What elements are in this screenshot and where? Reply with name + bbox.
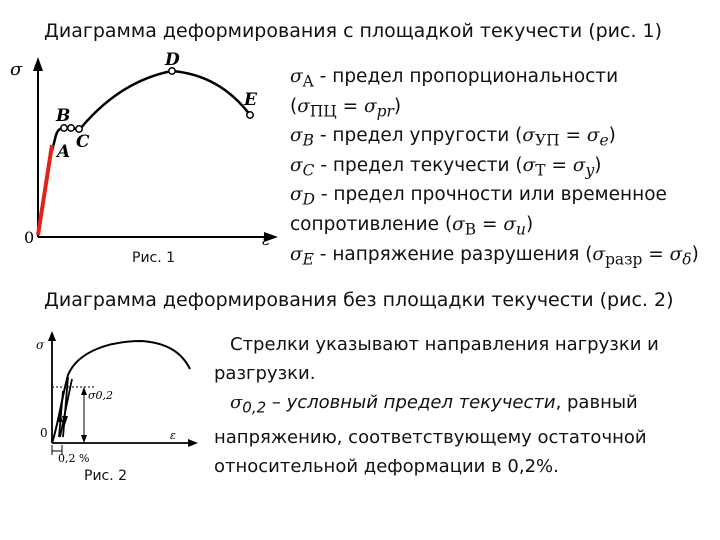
figure-1-caption: Рис. 1	[132, 250, 176, 266]
note-line-4: напряжению, соответствующему остаточной	[214, 426, 647, 448]
legend-row-B: $\sigma_B$ - предел упругости $(\sigma_{УП} = \sigma_e)$	[290, 125, 616, 150]
figure-1-diagram	[0, 45, 290, 255]
explanation-text	[214, 330, 659, 481]
y-axis-arrow	[33, 57, 43, 71]
title-without-yield-plateau: Диаграмма деформирования без площадки текучести (рис. 2)	[44, 289, 674, 311]
x-axis-2-label: ε	[170, 429, 176, 442]
y-axis-2-arrow	[48, 331, 56, 341]
legend-row-E: $\sigma_E$ - напряжение разрушения $(\sigma_{разр} = \sigma_\delta)$	[290, 243, 699, 269]
legend-row-C: $\sigma_C$ - предел текучести $(\sigma_Т = \sigma_y)$	[290, 154, 602, 180]
x-axis-2-arrow	[188, 439, 198, 447]
legend-row-PC: $(\sigma_{ПЦ} = \sigma_{pr})$	[290, 95, 402, 121]
stress-strain-curve-2	[52, 341, 190, 443]
note-line-5: относительной деформации в 0,2%.	[214, 455, 559, 477]
x-axis-label: ε	[262, 231, 271, 249]
label-E: E	[244, 90, 257, 110]
label-D: D	[165, 50, 180, 70]
label-A: A	[57, 142, 71, 162]
legend-row-D: $\sigma_D$ - предел прочности или временное	[290, 184, 667, 210]
figure-2-diagram	[30, 325, 210, 465]
strain-02-label: 0,2 %	[58, 452, 90, 465]
legend-row-A: $\sigma_A$ - предел пропорциональности	[290, 66, 619, 91]
sigma02-label: σ0,2	[88, 389, 114, 402]
sigma02-arrow-down-icon	[81, 435, 87, 443]
label-B: B	[56, 106, 71, 126]
label-C: C	[76, 132, 90, 152]
y-axis-label: σ	[10, 59, 23, 80]
title-with-yield-plateau: Диаграмма деформирования с площадкой текучести (рис. 1)	[44, 20, 663, 42]
origin-label: 0	[24, 228, 35, 247]
elastic-segment	[38, 145, 52, 235]
figure-2-caption: Рис. 2	[84, 468, 128, 484]
y-axis-2-label: σ	[36, 338, 45, 352]
note-line-2: разгрузки.	[214, 363, 316, 384]
note-line-3: $\sigma_{0,2}$ – условный предел текучести, равный	[230, 392, 638, 417]
legend-row-resistance: сопротивление $(\sigma_В = \sigma_u)$	[290, 213, 534, 239]
sigma02-arrow-up-icon	[81, 387, 87, 395]
limits-legend	[290, 62, 699, 269]
point-E-marker	[247, 112, 253, 118]
note-line-1: Стрелки указывают направления нагрузки и	[230, 334, 659, 355]
origin-2-label: 0	[40, 426, 48, 440]
